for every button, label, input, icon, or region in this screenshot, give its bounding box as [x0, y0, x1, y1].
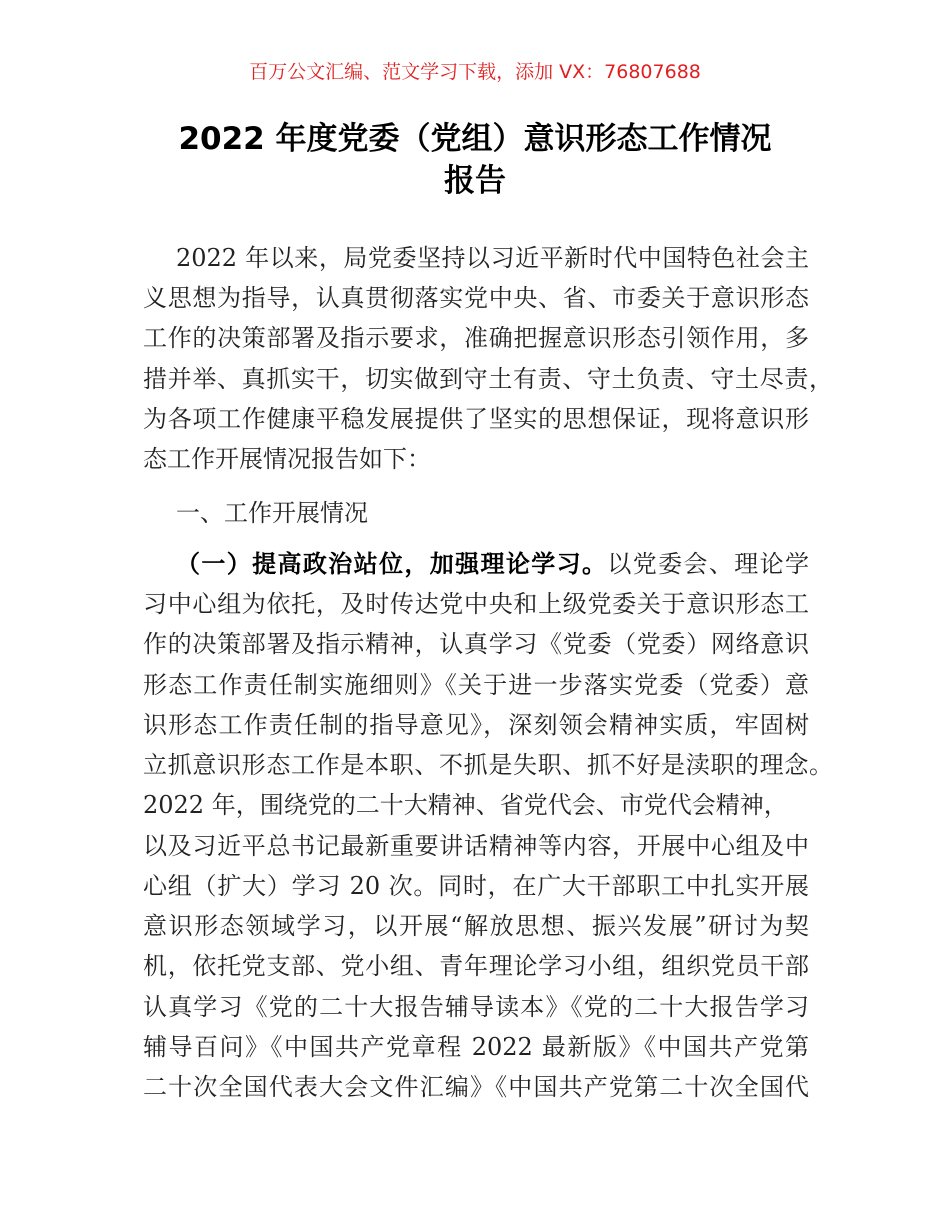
paragraph-line: 认真学习《党的二十大报告辅导读本》《党的二十大报告学习 — [143, 993, 809, 1021]
watermark-banner: 百万公文汇编、范文学习下载，添加 VX：76807688 — [249, 61, 701, 83]
paragraph-line: 二十次全国代表大会文件汇编》《中国共产党第二十次全国代 — [143, 1073, 809, 1101]
paragraph-line: 义思想为指导，认真贯彻落实党中央、省、市委关于意识形态 — [143, 284, 809, 312]
paragraph-line: 辅导百问》《中国共产党章程 2022 最新版》《中国共产党第 — [143, 1033, 809, 1061]
paragraph-line: 态工作开展情况报告如下： — [143, 445, 431, 473]
paragraph-line: 2022 年以来，局党委坚持以习近平新时代中国特色社会主 — [176, 244, 809, 272]
paragraph-line: 心组（扩大）学习 20 次。同时，在广大干部职工中扎实开展 — [143, 872, 809, 900]
subsection-first-line — [176, 549, 809, 579]
paragraph-line: 工作的决策部署及指示要求，准确把握意识形态引领作用，多 — [143, 324, 809, 352]
paragraph-line: 措并举、真抓实干，切实做到守土有责、守土负责、守土尽责， — [143, 365, 833, 393]
paragraph-line: 形态工作责任制实施细则》《关于进一步落实党委（党委）意 — [143, 671, 809, 699]
paragraph-line: 机，依托党支部、党小组、青年理论学习小组，组织党员干部 — [143, 952, 809, 980]
paragraph-line: 以及习近平总书记最新重要讲话精神等内容，开展中心组及中 — [143, 832, 809, 860]
paragraph-line: 习中心组为依托，及时传达党中央和上级党委关于意识形态工 — [143, 590, 809, 618]
paragraph-line: 作的决策部署及指示精神，认真学习《党委（党委）网络意识 — [143, 630, 809, 658]
section-heading: 一、工作开展情况 — [176, 499, 368, 527]
paragraph-line: 为各项工作健康平稳发展提供了坚实的思想保证，现将意识形 — [143, 405, 809, 433]
paragraph-text: 以党委会、理论学 — [607, 550, 809, 578]
subsection-heading: （一）提高政治站位，加强理论学习。 — [176, 549, 608, 578]
paragraph-line: 识形态工作责任制的指导意见》，深刻领会精神实质，牢固树 — [143, 711, 809, 739]
paragraph-line: 2022 年，围绕党的二十大精神、省党代会、市党代会精神， — [143, 791, 788, 819]
paragraph-line: 意识形态领域学习，以开展“解放思想、振兴发展”研讨为契 — [143, 912, 809, 940]
document-title-line2: 报告 — [444, 163, 506, 199]
document-title-line1: 2022 年度党委（党组）意识形态工作情况 — [178, 121, 772, 157]
paragraph-line: 立抓意识形态工作是本职、不抓是失职、抓不好是渎职的理念。 — [143, 751, 833, 779]
